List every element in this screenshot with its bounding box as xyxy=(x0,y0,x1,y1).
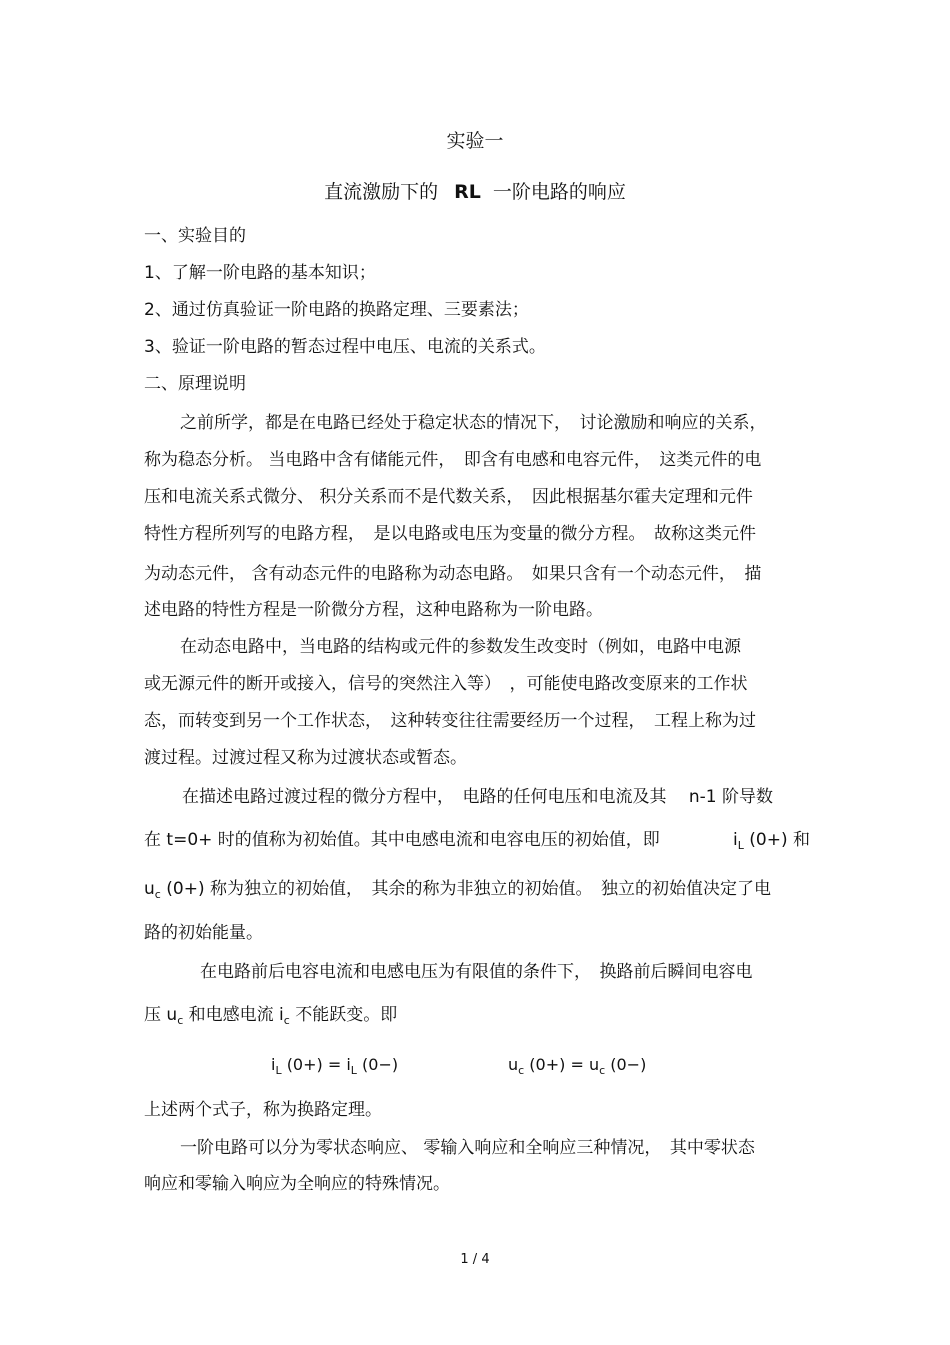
paragraph-line: 为动态元件， 含有动态元件的电路称为动态电路。 如果只含有一个动态元件， 描 xyxy=(144,564,762,584)
paragraph-line: 述电路的特性方程是一阶微分方程，这种电路称为一阶电路。 xyxy=(144,600,603,620)
purpose-item-1: 1、了解一阶电路的基本知识； xyxy=(144,263,376,283)
eq-subscript: c xyxy=(599,1064,606,1077)
doc-subtitle xyxy=(0,181,950,203)
paragraph-line: 压和电流关系式微分、 积分关系而不是代数关系， 因此根据基尔霍夫定理和元件 xyxy=(144,487,753,507)
page-number: 1 / 4 xyxy=(460,1252,490,1267)
purpose-item-2: 2、通过仿真验证一阶电路的换路定理、三要素法； xyxy=(144,300,529,320)
paragraph-text: (0+) 称为独立的初始值， 其余的称为非独立的初始值。 独立的初始值决定了电 xyxy=(166,879,771,899)
symbol-u: u xyxy=(144,879,155,899)
subtitle-pre: 直流激励下的 xyxy=(324,181,439,203)
eq-symbol: i xyxy=(271,1055,276,1074)
subtitle-rl: RL xyxy=(454,181,481,203)
paragraph-line: 一阶电路可以分为零状态响应、 零输入响应和全响应三种情况， 其中零状态 xyxy=(180,1138,755,1158)
text-b: 和电感电流 i xyxy=(188,1005,284,1025)
purpose-item-3: 3、验证一阶电路的暂态过程中电压、电流的关系式。 xyxy=(144,337,546,357)
paragraph-line: 在 t=0+ 时的值称为初始值。其中电感电流和电容电压的初始值，即 xyxy=(144,830,660,850)
eq-text: (0+) = u xyxy=(529,1055,600,1074)
eq-subscript: L xyxy=(275,1064,282,1077)
subscript-c: c xyxy=(154,888,161,901)
doc-title: 实验一 xyxy=(446,130,504,152)
subscript-c: c xyxy=(177,1014,184,1027)
paragraph-line: 在动态电路中，当电路的结构或元件的参数发生改变时（例如，电路中电源 xyxy=(180,637,741,657)
paragraph-line: 称为稳态分析。 当电路中含有储能元件， 即含有电感和电容元件， 这类元件的电 xyxy=(144,450,762,470)
paragraph-line xyxy=(144,1004,397,1032)
initial-value-rest: (0+) 和 xyxy=(749,830,811,850)
eq-symbol: u xyxy=(508,1055,519,1074)
eq-text: (0−) xyxy=(610,1055,647,1074)
text-a: 压 u xyxy=(144,1005,178,1025)
paragraph-line: 在描述电路过渡过程的微分方程中， 电路的任何电压和电流及其 n-1 阶导数 xyxy=(182,787,774,807)
text-c: 不能跃变。即 xyxy=(295,1005,398,1025)
paragraph-line: 渡过程。过渡过程又称为过渡状态或暂态。 xyxy=(144,748,467,768)
eq-subscript: c xyxy=(518,1064,525,1077)
paragraph-line: 响应和零输入响应为全响应的特殊情况。 xyxy=(144,1174,450,1194)
equation-capacitor-voltage xyxy=(508,1054,646,1082)
section-heading-purpose: 一、实验目的 xyxy=(144,226,246,246)
subtitle-post: 一阶电路的响应 xyxy=(492,181,626,203)
paragraph-line: 之前所学，都是在电路已经处于稳定状态的情况下， 讨论激励和响应的关系， xyxy=(180,413,767,433)
paragraph-line: 或无源元件的断开或接入，信号的突然注入等） ，可能使电路改变原来的工作状 xyxy=(144,674,748,694)
paragraph-line: 态，而转变到另一个工作状态， 这种转变往往需要经历一个过程， 工程上称为过 xyxy=(144,711,756,731)
paragraph-line: 在电路前后电容电流和电感电压为有限值的条件下， 换路前后瞬间电容电 xyxy=(200,962,753,982)
paragraph-line: 特性方程所列写的电路方程， 是以电路或电压为变量的微分方程。 故称这类元件 xyxy=(144,524,756,544)
subscript-L: L xyxy=(737,839,744,852)
subscript-c: c xyxy=(283,1014,290,1027)
eq-text: (0+) = i xyxy=(286,1055,351,1074)
paragraph-line xyxy=(144,878,771,906)
equation-inductor-current xyxy=(271,1054,398,1082)
initial-value-iL xyxy=(733,829,810,857)
paragraph-line: 上述两个式子，称为换路定理。 xyxy=(144,1100,382,1120)
symbol-i: i xyxy=(733,830,738,850)
eq-text: (0−) xyxy=(362,1055,399,1074)
section-heading-principle: 二、原理说明 xyxy=(144,374,246,394)
eq-subscript: L xyxy=(350,1064,357,1077)
paragraph-line: 路的初始能量。 xyxy=(144,923,263,943)
